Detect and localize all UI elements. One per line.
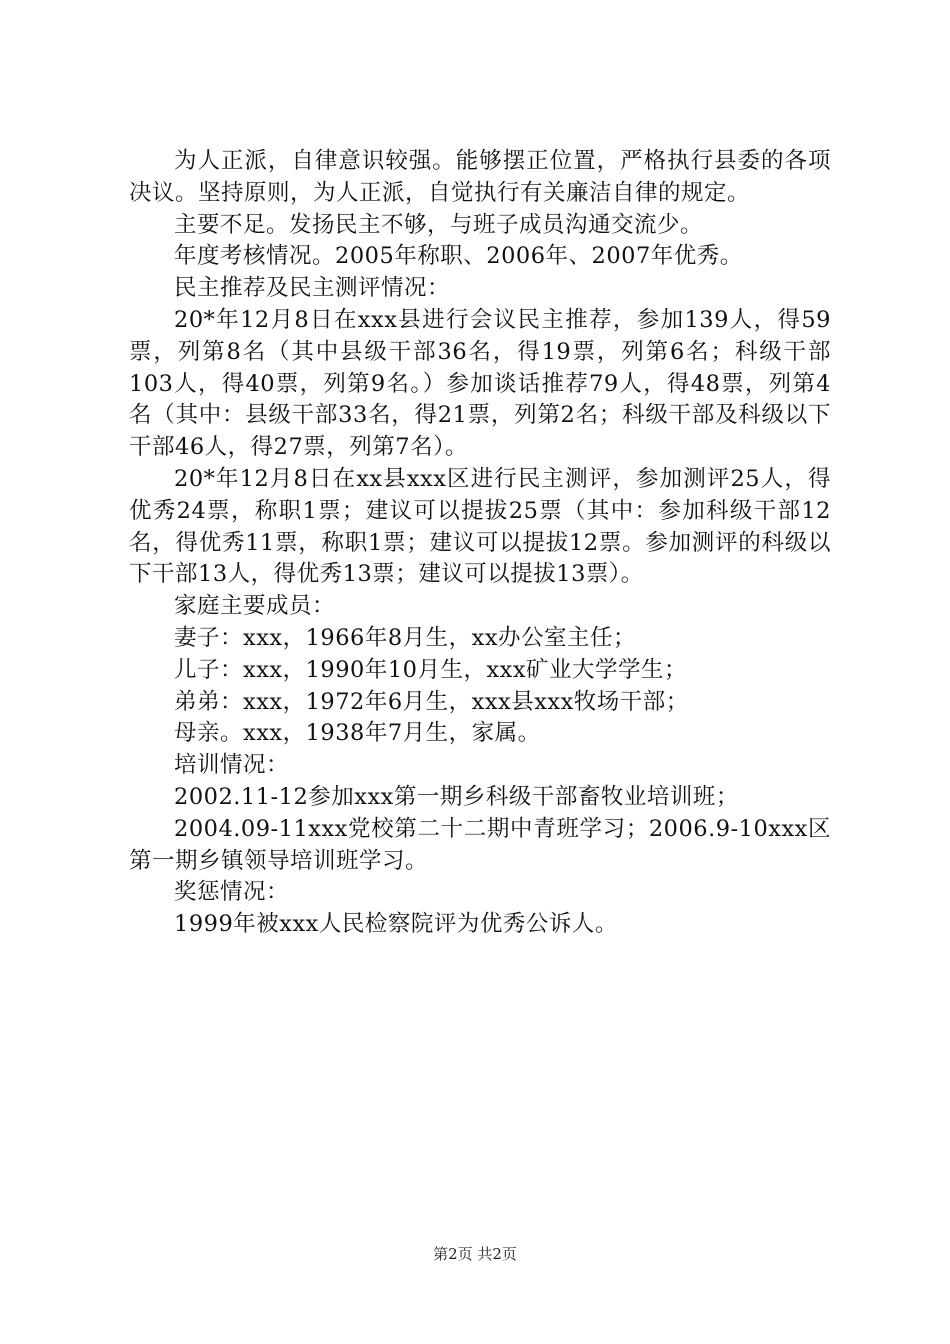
family-member-son: 儿子：xxx，1990年10月生，xxx矿业大学学生； [174, 656, 688, 683]
training-item-2002: 2002.11-12参加xxx第一期乡科级干部畜牧业培训班； [174, 783, 739, 810]
paragraph-shortcomings: 主要不足。发扬民主不够，与班子成员沟通交流少。 [174, 211, 704, 238]
award-item-1999: 1999年被xxx人民检察院评为优秀公诉人。 [174, 911, 618, 938]
paragraph-annual-review: 年度考核情况。2005年称职、2006年、2007年优秀。 [174, 243, 743, 270]
paragraph-evaluation-results: 20*年12月8日在xx县xxx区进行民主测评，参加测评25人，得优秀24票，称职1票；建议可以提拔25票（其中：参加科级干部12名，得优秀11票，称职1票；建议可以提拔12票。参加测评的科级以下干部13人，得优秀13票；建议可以提拔13票）。 [129, 465, 831, 588]
section-heading-awards: 奖惩情况： [174, 879, 290, 906]
document-body [129, 146, 831, 941]
training-item-2004-2006: 2004.09-11xxx党校第二十二期中青班学习；2006.9-10xxx区第一期乡镇领导培训班学习。 [129, 815, 831, 874]
paragraph-integrity: 为人正派，自律意识较强。能够摆正位置，严格执行县委的各项决议。坚持原则，为人正派，自觉执行有关廉洁自律的规定。 [129, 148, 831, 206]
paragraph-recommendation-results: 20*年12月8日在xxx县进行会议民主推荐，参加139人，得59票，列第8名（其中县级干部36名，得19票，列第6名；科级干部103人，得40票，列第9名。）参加谈话推荐79人，得48票，列第4名（其中：县级干部33名，得21票，列第2名；科级干部及科级以下干部46人，得27票，列第7名）。 [129, 306, 831, 461]
section-heading-family: 家庭主要成员： [174, 593, 336, 620]
family-member-mother: 母亲。xxx，1938年7月生，家属。 [174, 720, 541, 747]
family-member-brother: 弟弟：xxx，1972年6月生，xxx县xxx牧场干部； [174, 688, 689, 715]
family-member-wife: 妻子：xxx，1966年8月生，xx办公室主任； [174, 624, 637, 651]
section-heading-training: 培训情况： [174, 752, 290, 779]
section-heading-recommendation: 民主推荐及民主测评情况： [174, 275, 451, 302]
page-footer: 第2页 共2页 [433, 1245, 517, 1263]
